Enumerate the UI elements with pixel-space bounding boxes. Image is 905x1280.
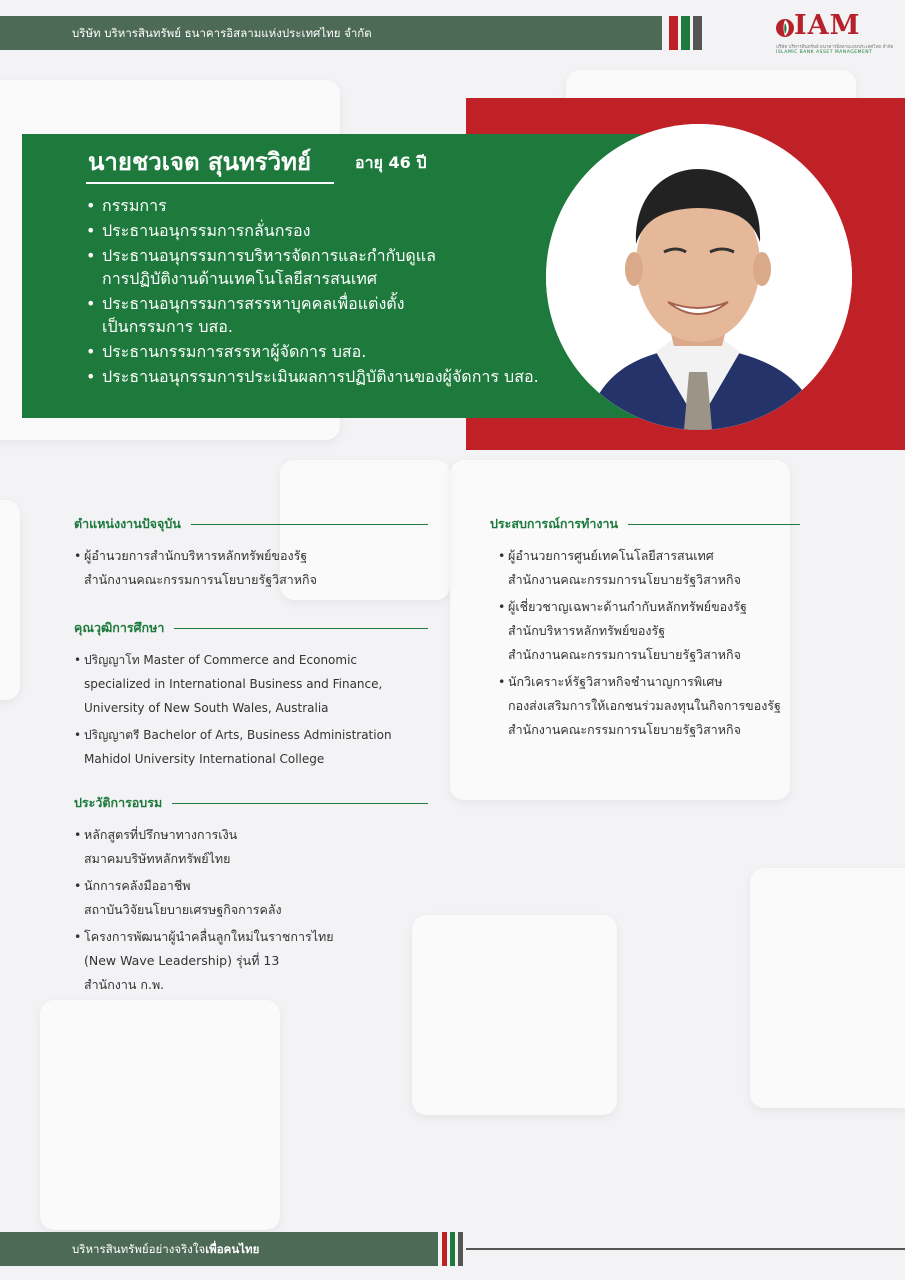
education-section (74, 618, 428, 774)
slogan-bold: เพื่อคนไทย (205, 1242, 260, 1256)
role-item (86, 194, 622, 217)
item-line: สำนักงานคณะกรรมการนโยบายรัฐวิสาหกิจ (508, 572, 741, 587)
role-item (86, 219, 622, 242)
roles-list (86, 194, 642, 390)
list-item (74, 723, 428, 771)
list-item (74, 648, 428, 720)
header-bar (0, 16, 662, 50)
training-section (74, 793, 428, 1000)
section-heading (74, 793, 428, 813)
item-line: • นักการคลังมืออาชีพ (84, 878, 191, 893)
item-line: กองส่งเสริมการให้เอกชนร่วมลงทุนในกิจการของรัฐ (508, 698, 781, 713)
role-line: ประธานกรรมการสรรหาผู้จัดการ บสอ. (102, 342, 367, 361)
role-item (86, 340, 622, 363)
list-item (498, 595, 800, 667)
item-line: • ปริญญาตรี Bachelor of Arts, Business Administration (84, 728, 392, 742)
logo-subtitle-en: ISLAMIC BANK ASSET MANAGEMENT (776, 50, 873, 55)
list-item (74, 874, 428, 922)
current-position-section (74, 514, 428, 595)
item-line: • ผู้อำนวยการสำนักบริหารหลักทรัพย์ของรัฐ (84, 548, 308, 563)
person-age: อายุ 46 ปี (355, 153, 427, 172)
logo-text: IAM (794, 10, 861, 41)
role-line: การปฏิบัติงานด้านเทคโนโลยีสารสนเทศ (102, 269, 377, 288)
item-line: • ผู้เชี่ยวชาญเฉพาะด้านกำกับหลักทรัพย์ของรัฐ (508, 599, 747, 614)
footer-slogan (72, 1232, 259, 1266)
section-heading (74, 514, 428, 534)
footer-divider (466, 1248, 905, 1250)
company-name: บริษัท บริหารสินทรัพย์ ธนาคารอิสลามแห่งประเทศไทย จำกัด (72, 26, 372, 40)
list-item (498, 544, 800, 592)
list-item (74, 925, 428, 997)
item-line: specialized in International Business and Finance, (84, 677, 383, 691)
list-item (498, 670, 800, 742)
list-item (74, 544, 428, 592)
item-line: สำนักงานคณะกรรมการนโยบายรัฐวิสาหกิจ (508, 722, 741, 737)
item-line: สำนักบริหารหลักทรัพย์ของรัฐ (508, 623, 666, 638)
person-name: นายชวเจต สุนทรวิทย์ (88, 148, 312, 176)
item-line: (New Wave Leadership) รุ่นที่ 13 (84, 953, 280, 968)
item-line: • หลักสูตรที่ปรึกษาทางการเงิน (84, 827, 238, 842)
experience-list (498, 544, 800, 742)
item-line: สำนักงานคณะกรรมการนโยบายรัฐวิสาหกิจ (508, 647, 741, 662)
section-heading (490, 514, 800, 534)
item-line: • ปริญญาโท Master of Commerce and Economic (84, 653, 358, 667)
item-line: • โครงการพัฒนาผู้นำคลื่นลูกใหม่ในราชการไทย (84, 929, 334, 944)
background-tile (412, 915, 617, 1115)
footer-stripes (442, 1232, 463, 1266)
role-line: ประธานอนุกรรมการประเมินผลการปฏิบัติงานของผู้จัดการ บสอ. (102, 367, 539, 386)
experience-section (490, 514, 800, 745)
item-line: University of New South Wales, Australia (84, 701, 329, 715)
role-line: • ประธานอนุกรรมการสรรหาบุคคลเพื่อแต่งตั้ง (102, 294, 405, 313)
item-line: สถาบันวิจัยนโยบายเศรษฐกิจการคลัง (84, 902, 282, 917)
logo-leaf-icon (774, 15, 796, 39)
logo-subtitle-th: บริษัท บริหารสินทรัพย์ ธนาคารอิสลามแห่งประเทศไทย จำกัด (776, 45, 894, 50)
education-list (74, 648, 428, 771)
role-line: กรรมการ (102, 196, 167, 215)
section-title: ตำแหน่งงานปัจจุบัน (74, 516, 181, 531)
item-line: สำนักงาน ก.พ. (84, 977, 165, 992)
header-stripes (669, 16, 702, 50)
training-list (74, 823, 428, 997)
current-position-list (74, 544, 428, 592)
background-tile (40, 1000, 280, 1230)
role-item (86, 244, 622, 290)
role-line: เป็นกรรมการ บสอ. (102, 317, 233, 336)
role-line: ประธานอนุกรรมการกลั่นกรอง (102, 221, 311, 240)
item-line: สำนักงานคณะกรรมการนโยบายรัฐวิสาหกิจ (84, 572, 317, 587)
name-underline (86, 182, 334, 184)
section-title: คุณวุฒิการศึกษา (74, 620, 165, 635)
role-item (86, 365, 642, 388)
item-line: Mahidol University International College (84, 752, 325, 766)
item-line: สมาคมบริษัทหลักทรัพย์ไทย (84, 851, 231, 866)
section-title: ประสบการณ์การทำงาน (490, 516, 619, 531)
item-line: • นักวิเคราะห์รัฐวิสาหกิจชำนาญการพิเศษ (508, 674, 723, 689)
item-line: • ผู้อำนวยการศูนย์เทคโนโลยีสารสนเทศ (508, 548, 714, 563)
role-line: • ประธานอนุกรรมการบริหารจัดการและกำกับดูแล (102, 246, 436, 265)
list-item (74, 823, 428, 871)
background-tile (0, 500, 20, 700)
section-title: ประวัติการอบรม (74, 795, 163, 810)
iam-logo (774, 10, 894, 57)
slogan-prefix: บริหารสินทรัพย์อย่างจริงใจ (72, 1242, 206, 1256)
background-tile (750, 868, 905, 1108)
section-heading (74, 618, 428, 638)
role-item (86, 292, 622, 338)
footer-bar (0, 1232, 438, 1266)
